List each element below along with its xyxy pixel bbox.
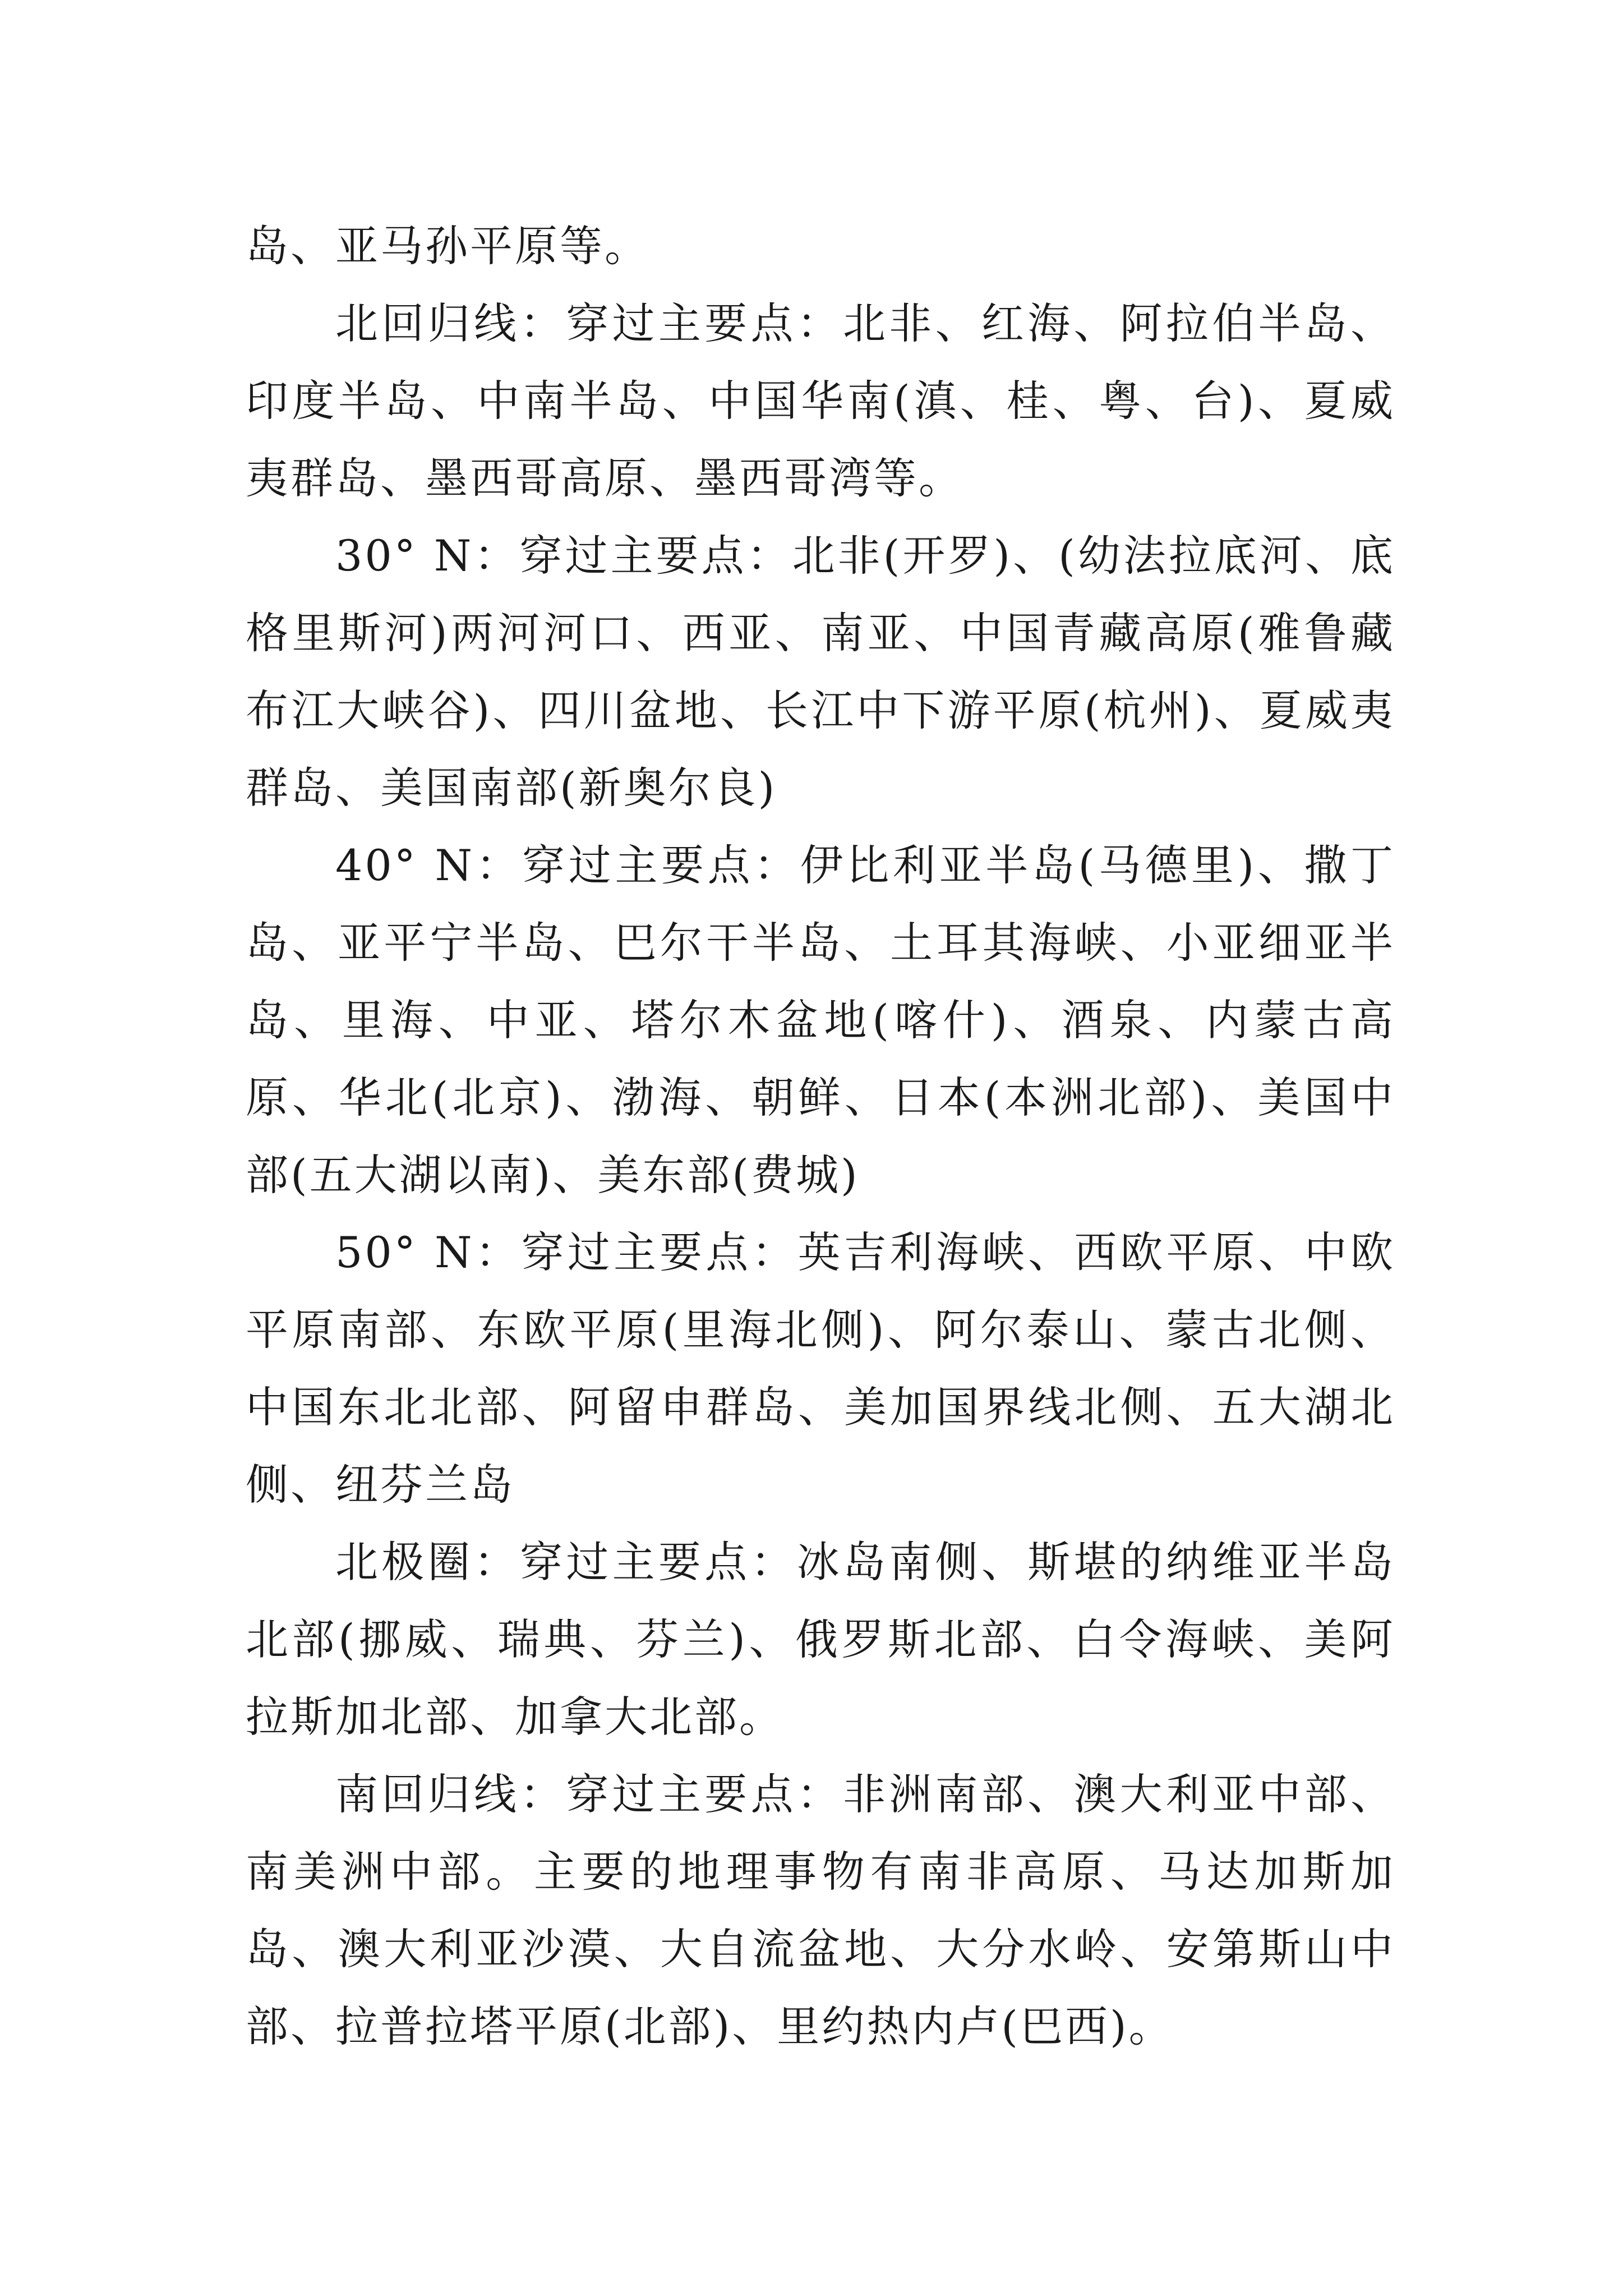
paragraph-30n: 30° N：穿过主要点：北非(开罗)、(幼法拉底河、底格里斯河)两河河口、西亚、南亚、中国青藏高原(雅鲁藏布江大峡谷)、四川盆地、长江中下游平原(杭州)、夏威夷群岛、美国南部(新奥尔良) — [246, 531, 1395, 813]
paragraph-50n: 50° N：穿过主要点：英吉利海峡、西欧平原、中欧平原南部、东欧平原(里海北侧)、阿尔泰山、蒙古北侧、中国东北北部、阿留申群岛、美加国界线北侧、五大湖北侧、纽芬兰岛 — [246, 1227, 1395, 1510]
document-body — [246, 208, 1395, 2065]
paragraph-arctic-circle: 北极圈：穿过主要点：冰岛南侧、斯堪的纳维亚半岛北部(挪威、瑞典、芬兰)、俄罗斯北部、白令海峡、美阿拉斯加北部、加拿大北部。 — [246, 1537, 1395, 1742]
paragraph-40n: 40° N：穿过主要点：伊比利亚半岛(马德里)、撒丁岛、亚平宁半岛、巴尔干半岛、土耳其海峡、小亚细亚半岛、里海、中亚、塔尔木盆地(喀什)、酒泉、内蒙古高原、华北(北京)、渤海、朝鲜、日本(本洲北部)、美国中部(五大湖以南)、美东部(费城) — [246, 840, 1395, 1200]
paragraph-tropic-of-capricorn: 南回归线：穿过主要点：非洲南部、澳大利亚中部、南美洲中部。主要的地理事物有南非高原、马达加斯加岛、澳大利亚沙漠、大自流盆地、大分水岭、安第斯山中部、拉普拉塔平原(北部)、里约热内卢(巴西)。 — [246, 1769, 1395, 2051]
paragraph-continuation: 岛、亚马孙平原等。 — [246, 221, 649, 271]
paragraph-tropic-of-cancer: 北回归线：穿过主要点：北非、红海、阿拉伯半岛、印度半岛、中南半岛、中国华南(滇、桂、粤、台)、夏威夷群岛、墨西哥高原、墨西哥湾等。 — [246, 298, 1395, 503]
